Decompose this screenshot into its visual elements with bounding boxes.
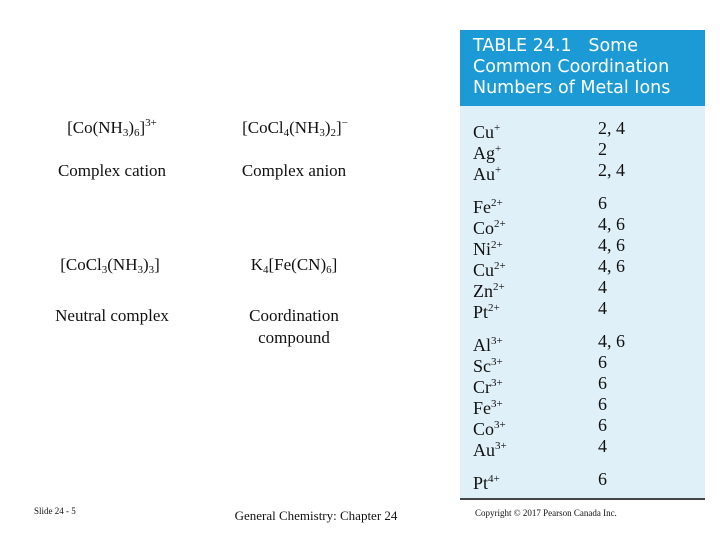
ion-charge: 3+ — [491, 335, 503, 347]
ion-symbol: Ni — [473, 239, 491, 259]
coordination-number: 4, 6 — [598, 214, 625, 234]
ion-charge: 3+ — [491, 356, 503, 368]
table-row — [460, 193, 705, 217]
formula-text: [Co(NH — [67, 118, 123, 137]
table-row — [460, 469, 705, 493]
metal-ion — [473, 436, 507, 461]
ion-symbol: Zn — [473, 281, 493, 301]
superscript: 3+ — [145, 117, 157, 129]
subscript: 6 — [326, 264, 332, 276]
subscript: 4 — [283, 127, 290, 139]
coordination-number: 4, 6 — [598, 331, 625, 351]
table-row — [460, 436, 705, 460]
formula-text: ) — [324, 118, 331, 137]
table-group — [460, 331, 705, 460]
coordination-number: 2 — [598, 139, 607, 159]
subscript: 3 — [101, 264, 108, 276]
coordination-number: 4 — [598, 277, 607, 297]
coordination-number: 6 — [598, 469, 607, 489]
ion-charge: 4+ — [488, 473, 500, 485]
subscript: 3 — [137, 264, 143, 276]
label-neutral-complex: Neutral complex — [55, 306, 169, 325]
ion-symbol: Pt — [473, 473, 489, 493]
ion-symbol: Sc — [473, 356, 491, 376]
label-coordination-compound-line2: compound — [258, 328, 330, 347]
subscript: 6 — [134, 127, 140, 139]
ion-symbol: Au — [473, 440, 495, 460]
coordination-number: 4, 6 — [598, 235, 625, 255]
ion-charge: + — [494, 122, 501, 134]
metal-ion — [473, 160, 501, 185]
formula-text: [CoCl — [242, 118, 284, 137]
metal-ion — [473, 298, 500, 323]
ion-charge: + — [495, 164, 502, 176]
ion-symbol: Fe — [473, 398, 491, 418]
ion-charge: 2+ — [488, 302, 500, 314]
coordination-number: 4 — [598, 298, 607, 318]
formula-trichlorotriammine-cobalt-neutral — [60, 255, 160, 276]
table-group — [460, 193, 705, 322]
ion-charge: 2+ — [493, 281, 505, 293]
table-row — [460, 298, 705, 322]
coordination-number: 6 — [598, 373, 607, 393]
subscript: 3 — [319, 127, 325, 139]
ion-symbol: Cr — [473, 377, 491, 397]
formula-cobalt-hexaammine-cation — [67, 117, 157, 139]
table-title-line: Numbers of Metal Ions — [473, 78, 671, 98]
ion-symbol: Cu — [473, 260, 495, 280]
ion-charge: 3+ — [491, 377, 503, 389]
ion-charge: 2+ — [491, 197, 503, 209]
table-row — [460, 139, 705, 163]
table-group — [460, 118, 705, 184]
table-row — [460, 214, 705, 238]
formula-text: K — [250, 255, 263, 274]
coordination-number: 6 — [598, 352, 607, 372]
table-row — [460, 277, 705, 301]
subscript: 3 — [122, 127, 129, 139]
formula-text: ] — [331, 255, 338, 274]
coordination-number: 2, 4 — [598, 160, 625, 180]
copyright: Copyright © 2017 Pearson Canada Inc. — [475, 508, 617, 518]
coordination-number: 4 — [598, 436, 607, 456]
ion-symbol: Pt — [473, 302, 489, 322]
table-row — [460, 118, 705, 142]
formula-tetrachlorodiammine-cobaltate-anion — [242, 117, 348, 139]
ion-charge: 3+ — [491, 398, 503, 410]
formula-text: (NH — [107, 255, 138, 274]
slide-number: Slide 24 - 5 — [34, 506, 76, 516]
formula-potassium-hexacyanoferrate — [251, 255, 338, 276]
formula-text: ) — [142, 255, 149, 274]
ion-symbol: Co — [473, 218, 495, 238]
label-complex-anion: Complex anion — [241, 161, 347, 180]
table-row — [460, 352, 705, 376]
subscript: 2 — [330, 127, 337, 139]
ion-charge: 2+ — [491, 239, 503, 251]
table-row — [460, 235, 705, 259]
table-group — [460, 469, 705, 493]
table-row — [460, 160, 705, 184]
coordination-number: 4, 6 — [598, 256, 625, 276]
coordination-number: 2, 4 — [598, 118, 625, 138]
ion-charge: 3+ — [495, 440, 507, 452]
table-title-line: TABLE 24.1 Some — [473, 36, 638, 56]
ion-charge: + — [495, 143, 502, 155]
table-title-line: Common Coordination — [473, 57, 670, 77]
ion-symbol: Co — [473, 419, 495, 439]
ion-symbol: Cu — [473, 122, 495, 142]
ion-symbol: Fe — [473, 197, 491, 217]
subscript: 4 — [263, 264, 269, 276]
table-row — [460, 415, 705, 439]
table-row — [460, 331, 705, 355]
formula-text: [Fe(CN) — [268, 255, 327, 274]
course-title: General Chemistry: Chapter 24 — [234, 508, 398, 523]
ion-charge: 2+ — [494, 218, 506, 230]
table-title — [460, 30, 705, 106]
superscript: − — [341, 117, 348, 129]
subscript: 3 — [148, 264, 155, 276]
ion-symbol: Ag — [473, 143, 495, 163]
coordination-number: 6 — [598, 193, 607, 213]
ion-charge: 2+ — [494, 260, 506, 272]
ion-charge: 3+ — [494, 419, 506, 431]
formula-text: ] — [154, 255, 160, 274]
ion-symbol: Al — [473, 335, 491, 355]
formula-text: (NH — [289, 118, 320, 137]
formula-text: ] — [336, 118, 342, 137]
label-complex-cation: Complex cation — [57, 161, 167, 180]
table-row — [460, 373, 705, 397]
metal-ion — [473, 469, 500, 494]
table-row — [460, 394, 705, 418]
coordination-number: 6 — [598, 394, 607, 414]
formula-text: ] — [139, 118, 146, 137]
formula-text: [CoCl — [60, 255, 102, 274]
table-body — [460, 106, 705, 493]
ion-symbol: Au — [473, 164, 495, 184]
table-row — [460, 256, 705, 280]
coordination-number: 6 — [598, 415, 607, 435]
label-coordination-compound-line1: Coordination — [249, 306, 339, 325]
coordination-numbers-table — [460, 30, 705, 500]
formula-text: ) — [128, 118, 134, 137]
